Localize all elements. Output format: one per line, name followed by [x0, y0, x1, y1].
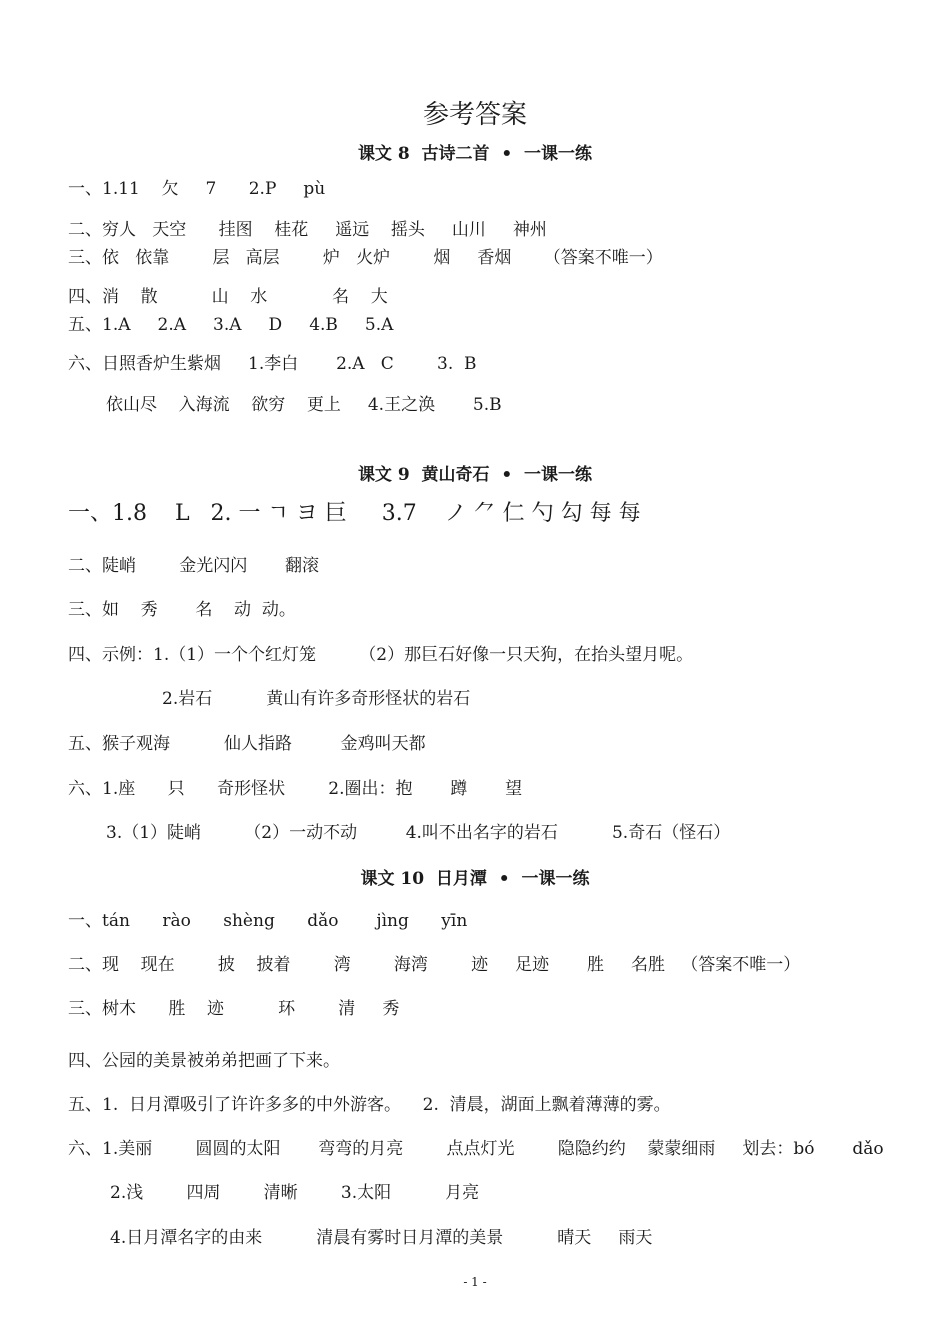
section-heading-lesson-8: 课文 8 古诗二首 • 一课一练: [357, 144, 593, 164]
answer-line: 2.浅 四周 清晰 3.太阳 月亮: [110, 1183, 480, 1203]
page-title: 参考答案: [422, 100, 527, 130]
answer-line: 依山尽 入海流 欲穷 更上 4.王之涣 5.B: [106, 395, 502, 415]
answer-line: 一、1.11 欠 7 2.P pù: [68, 179, 326, 199]
answer-line: 四、公园的美景被弟弟把画了下来。: [68, 1051, 340, 1071]
section-heading-lesson-9: 课文 9 黄山奇石 • 一课一练: [357, 465, 593, 485]
answer-line: 五、猴子观海 仙人指路 金鸡叫天都: [68, 734, 426, 754]
answer-line: 六、1.座 只 奇形怪状 2.圈出：抱 蹲 望: [68, 779, 523, 799]
answer-line: 三、树木 胜 迹 环 清 秀: [68, 999, 400, 1019]
answer-line: 五、1. 日月潭吸引了许许多多的中外游客。 2. 清晨，湖面上飘着薄薄的雾。: [68, 1095, 671, 1115]
answer-line: 三、如 秀 名 动 动。: [68, 600, 296, 620]
answer-line: 3.（1）陡峭 （2）一动不动 4.叫不出名字的岩石 5.奇石（怪石）: [106, 823, 731, 843]
answer-line: 2.岩石 黄山有许多奇形怪状的岩石: [162, 689, 471, 709]
answer-line: 二、穷人 天空 挂图 桂花 遥远 摇头 山川 神州: [68, 220, 547, 240]
answer-line: 三、依 依靠 层 高层 炉 火炉 烟 香烟 （答案不唯一）: [68, 248, 663, 268]
answer-line: 二、陡峭 金光闪闪 翻滚: [68, 556, 320, 576]
answer-line: 4.日月潭名字的由来 清晨有雾时日月潭的美景 晴天 雨天: [110, 1228, 653, 1248]
section-heading-lesson-10: 课文 10 日月潭 • 一课一练: [360, 869, 590, 889]
answer-line: 四、消 散 山 水 名 大: [68, 287, 388, 307]
answer-line: 六、1.美丽 圆圆的太阳 弯弯的月亮 点点灯光 隐隐约约 蒙蒙细雨 划去：bó dǎo: [68, 1139, 884, 1159]
answer-line: 四、示例：1.（1）一个个红灯笼 （2）那巨石好像一只天狗，在抬头望月呢。: [68, 645, 694, 665]
answer-line: 一、tán rào shèng dǎo jìng yīn: [68, 911, 468, 931]
answer-line: 二、现 现在 披 披着 湾 海湾 迹 足迹 胜 名胜 （答案不唯一）: [68, 955, 801, 975]
answer-line: 一、1.8 L 2. ⼀ ㄱ ヨ 巨 3.7 ノ ⺈ 仁 勺 勾 每 每: [68, 501, 641, 526]
answer-line: 六、日照香炉生紫烟 1.李白 2.A C 3. B: [68, 354, 477, 374]
answer-line: 五、1.A 2.A 3.A D 4.B 5.A: [68, 315, 394, 335]
page-number: - 1 -: [463, 1275, 487, 1289]
